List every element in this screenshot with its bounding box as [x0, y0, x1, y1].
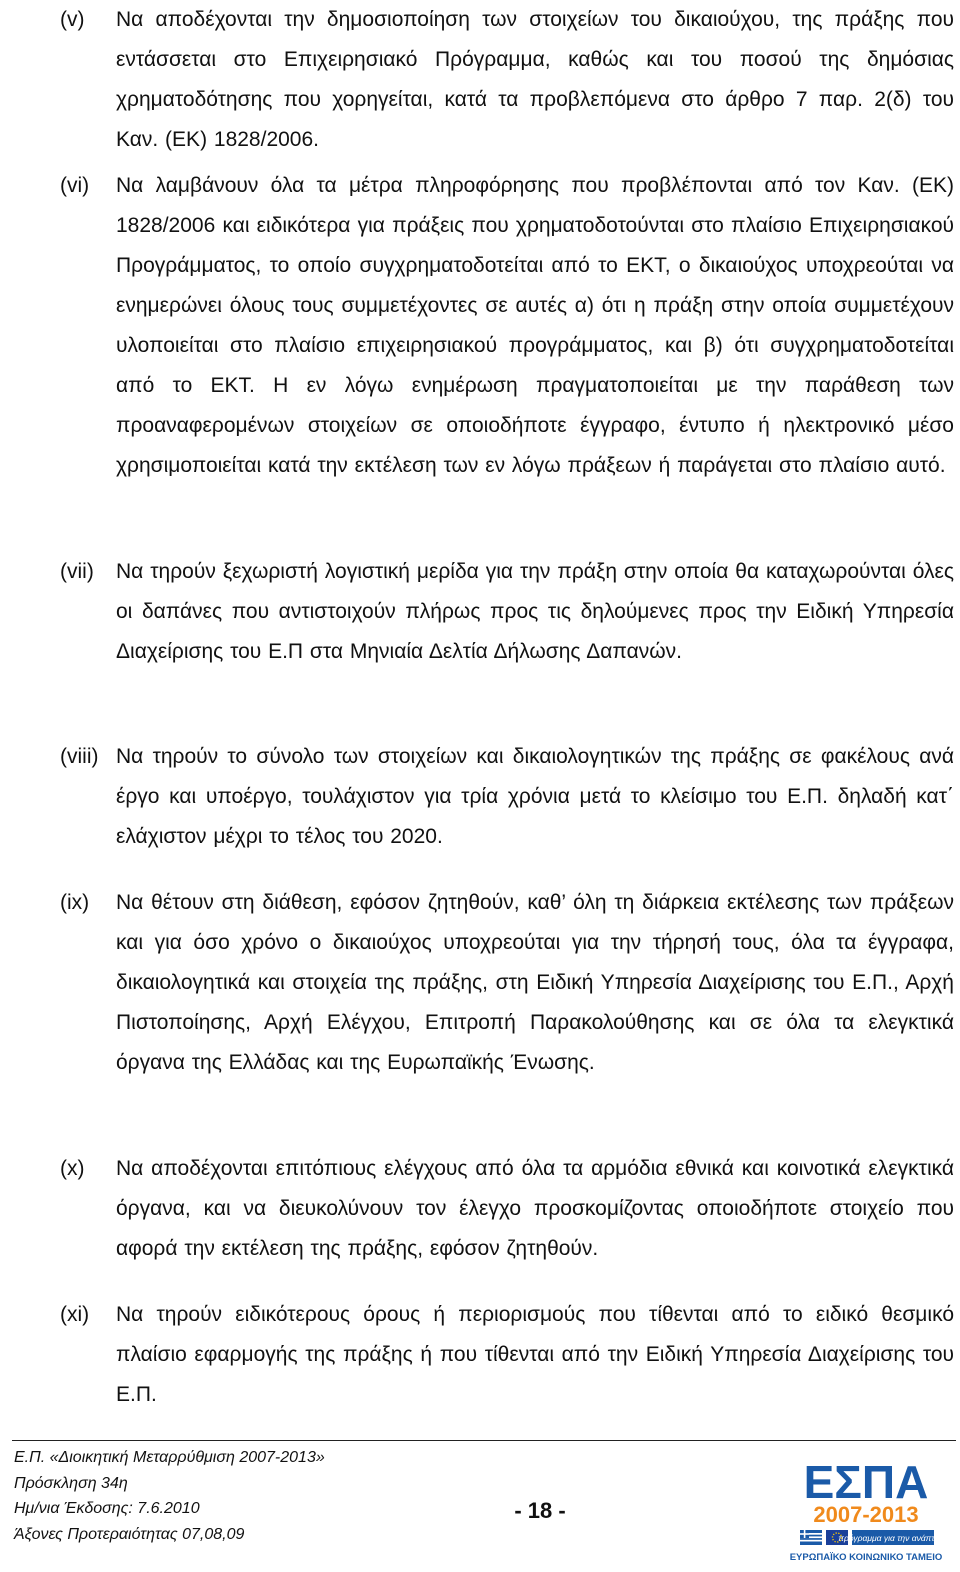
page-number: - 18 - [514, 1498, 566, 1523]
item-text: Να θέτουν στη διάθεση, εφόσον ζητηθούν, καθ’ όλη τη διάρκεια εκτέλεσης των πράξεων και για όσο χρόνο ο δικαιούχος υποχρεούται για την τήρησή τους, όλα τα έγγραφα, δικαιολογητικά και στοιχεία της πράξης, στη Ειδική Υπηρεσία Διαχείρισης του Ε.Π., Αρχή Πιστοποίησης, Αρχή Ελέγχου, Επιτροπή Παρακολούθησης και σε όλα τα ελεγκτικά όργανα της Ελλάδας και της Ευρωπαϊκής Ένωσης. [116, 891, 954, 1074]
footer-call: Πρόσκληση 34η [14, 1475, 128, 1492]
footer-program: Ε.Π. «Διοικητική Μεταρρύθμιση 2007-2013» [14, 1449, 325, 1466]
item-number: (ix) [60, 891, 90, 914]
item-number: (viii) [60, 745, 99, 768]
logo-years: 2007-2013 [813, 1502, 919, 1527]
espa-logo [789, 1454, 948, 1568]
logo-title: ΕΣΠΑ [803, 1456, 929, 1508]
item-text: Να τηρούν το σύνολο των στοιχείων και δικαιολογητικών της πράξης σε φακέλους ανά έργο και υποέργο, τουλάχιστον για τρία χρόνια μετά το κλείσιμο του Ε.Π. δηλαδή κατ΄ ελάχιστον μέχρι το τέλος του 2020. [116, 745, 954, 848]
item-text: Να αποδέχονται επιτόπιους ελέγχους από όλα τα αρμόδια εθνικά και κοινοτικά ελεγκτικά όργανα, και να διευκολύνουν τον έλεγχο προσκομίζοντας οποιοδήποτε στοιχείο που αφορά την εκτέλεση της πράξης, εφόσον ζητηθούν. [116, 1157, 954, 1260]
footer-divider [12, 1440, 956, 1441]
footer-issue-date: Ημ/νια Έκδοσης: 7.6.2010 [14, 1500, 200, 1517]
item-number: (xi) [60, 1303, 90, 1326]
item-number: (vii) [60, 560, 94, 583]
item-number: (x) [60, 1157, 85, 1180]
logo-slogan: πρόγραμμα για την ανάπτυξη [838, 1533, 948, 1543]
footer-axes: Άξονες Προτεραιότητας 07,08,09 [14, 1526, 245, 1543]
item-number: (v) [60, 8, 85, 31]
greek-flag-icon [800, 1530, 822, 1545]
item-text: Να τηρούν ξεχωριστή λογιστική μερίδα για την πράξη στην οποία θα καταχωρούνται όλες οι δαπάνες που αντιστοιχούν πλήρως προς τις δηλούμενες προς την Ειδική Υπηρεσία Διαχείρισης του Ε.Π στα Μηνιαία Δελτία Δήλωσης Δαπανών. [116, 560, 954, 663]
item-text: Να τηρούν ειδικότερους όρους ή περιορισμούς που τίθενται από το ειδικό θεσμικό πλαίσιο εφαρμογής της πράξης ή που τίθενται από την Ειδική Υπηρεσία Διαχείρισης του Ε.Π. [116, 1303, 954, 1406]
item-text: Να αποδέχονται την δημοσιοποίηση των στοιχείων του δικαιούχου, της πράξης που εντάσσεται στο Επιχειρησιακό Πρόγραμμα, καθώς και του ποσού της δημόσιας χρηματοδότησης που χορηγείται, κατά τα προβλεπόμενα στο άρθρο 7 παρ. 2(δ) του Καν. (ΕΚ) 1828/2006. [116, 8, 954, 151]
logo-fund: ΕΥΡΩΠΑΪΚΟ ΚΟΙΝΩΝΙΚΟ ΤΑΜΕΙΟ [789, 1552, 943, 1563]
item-text: Να λαμβάνουν όλα τα μέτρα πληροφόρησης που προβλέπονται από τον Καν. (ΕΚ) 1828/2006 και ειδικότερα για πράξεις που χρηματοδοτούνται στο πλαίσιο Επιχειρησιακού Προγράμματος, το οποίο συγχρηματοδοτείται από το ΕΚΤ, ο δικαιούχος υποχρεούται να ενημερώνει όλους τους συμμετέχοντες σε αυτές α) ότι η πράξη στην οποία συμμετέχουν υλοποιείται στο πλαίσιο επιχειρησιακού προγράμματος, και β) ότι συγχρηματοδοτείται από το ΕΚΤ. Η εν λόγω ενημέρωση πραγματοποιείται με την παράθεση των προαναφερομένων στοιχείων σε οποιοδήποτε έγγραφο, έντυπο ή ηλεκτρονικό μέσο χρησιμοποιείται κατά την εκτέλεση των εν λόγω πράξεων ή παράγεται στο πλαίσιο αυτό. [116, 174, 954, 477]
item-number: (vi) [60, 174, 90, 197]
